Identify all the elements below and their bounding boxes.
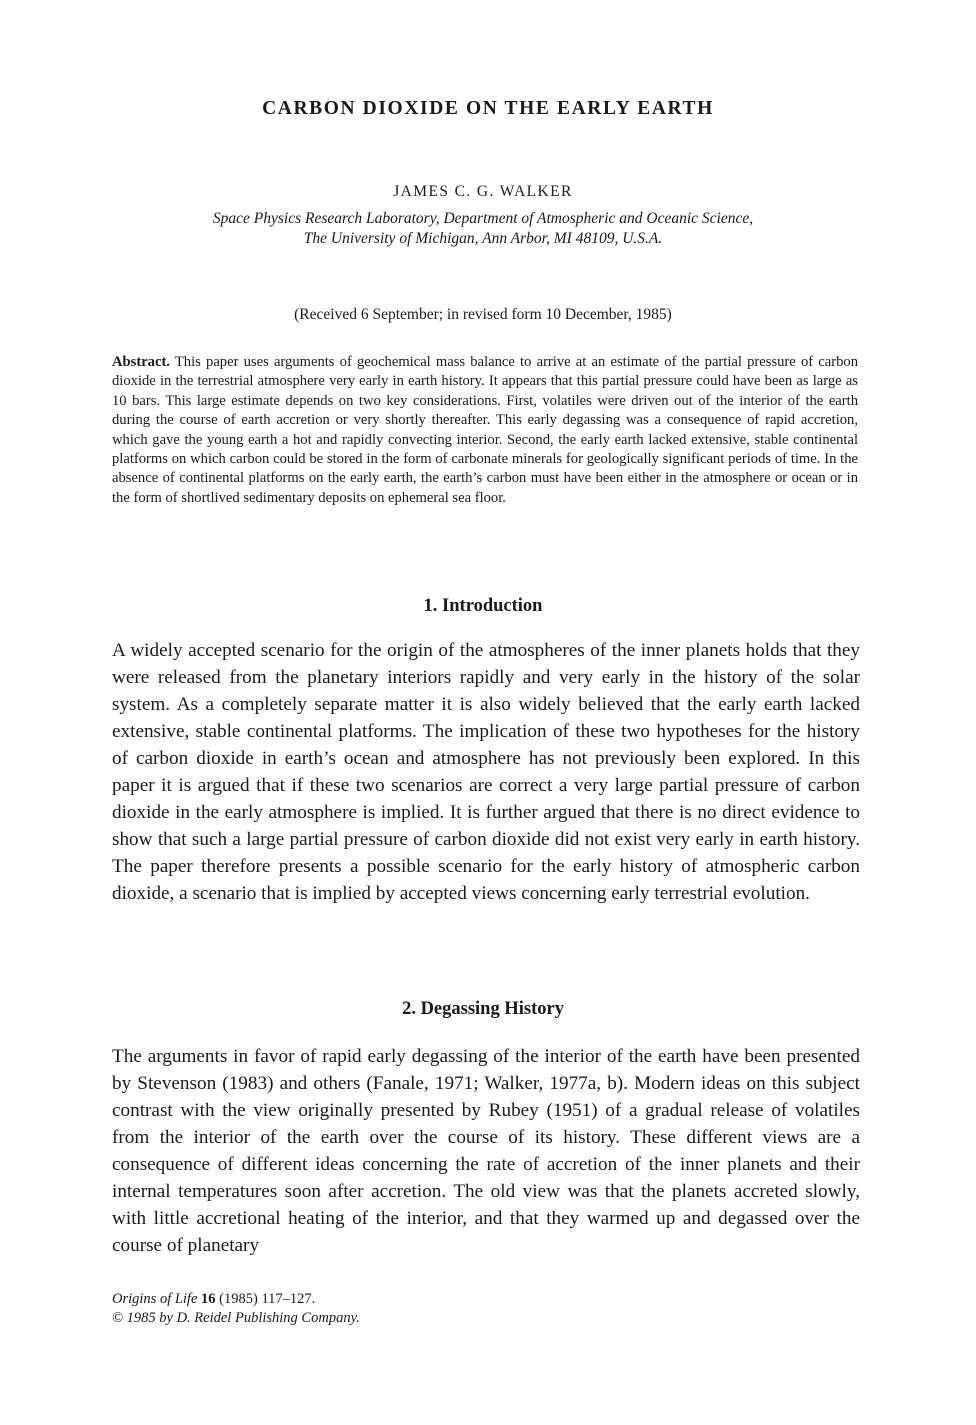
journal-pages: (1985) 117–127. bbox=[215, 1291, 316, 1307]
section-body-degassing-history: The arguments in favor of rapid early degassing of the interior of the earth have been presented by Stevenson (1983) and others (Fanale, 1971; Walker, 1977a, b). Modern ideas on this subject contrast with the view originally presented by Rubey (1951) of a gradual release of volatiles from the interior of the earth over the course of its history. These different views are a consequence of different ideas concerning the rate of accretion of the inner planets and their internal temperatures soon after accretion. The old view was that the planets accreted slowly, with little accretional heating of the interior, and that they warmed up and degassed over the course of planetary bbox=[112, 1046, 860, 1256]
author-name: JAMES C. G. WALKER bbox=[393, 183, 573, 200]
copyright-notice: © 1985 by D. Reidel Publishing Company. bbox=[112, 1310, 360, 1326]
received-dates: (Received 6 September; in revised form 10 December, 1985) bbox=[294, 306, 672, 323]
abstract bbox=[112, 353, 858, 508]
section-heading-introduction: 1. Introduction bbox=[423, 596, 543, 616]
author-affiliation bbox=[0, 209, 966, 249]
journal-citation bbox=[112, 1290, 612, 1309]
abstract-text: This paper uses arguments of geochemical mass balance to arrive at an estimate of the partial pressure of carbon dioxide in the terrestrial atmosphere very early in earth history. It appears that this partial pressure could have been as large as 10 bars. This large estimate depends on two key considerations. First, volatiles were driven out of the interior of the earth during the course of earth accretion or very shortly thereafter. This early degassing was a consequence of rapid accretion, which gave the young earth a hot and rapidly convecting interior. Second, the early earth lacked extensive, stable continental platforms on which carbon could be stored in the form of carbonate minerals for geologically significant periods of time. In the absence of continental platforms on the early earth, the earth’s carbon must have been either in the atmosphere or ocean or in the form of shortlived sedimentary deposits on ephemeral sea floor. bbox=[112, 354, 858, 506]
abstract-label: Abstract. bbox=[112, 354, 170, 370]
paper-title: CARBON DIOXIDE ON THE EARLY EARTH bbox=[262, 98, 714, 119]
section-body-introduction: A widely accepted scenario for the origin of the atmospheres of the inner planets holds that they were released from the planetary interiors rapidly and very early in the history of the solar system. As a completely separate matter it is also widely believed that the early earth lacked extensive, stable continental platforms. The implication of these two hypotheses for the history of carbon dioxide in earth’s ocean and atmosphere has not previously been explored. In this paper it is argued that if these two scenarios are correct a very large partial pressure of carbon dioxide in the early atmosphere is implied. It is further argued that there is no direct evidence to show that such a large partial pressure of carbon dioxide did not exist very early in earth history. The paper therefore presents a possible scenario for the early history of atmospheric carbon dioxide, a scenario that is implied by accepted views concerning early terrestrial evolution. bbox=[112, 640, 860, 904]
journal-volume: 16 bbox=[201, 1291, 216, 1307]
section-heading-degassing-history: 2. Degassing History bbox=[402, 999, 564, 1019]
affiliation-line-2: The University of Michigan, Ann Arbor, MI 48109, U.S.A. bbox=[303, 230, 663, 247]
page-footer bbox=[112, 1290, 612, 1328]
affiliation-line-1: Space Physics Research Laboratory, Department of Atmospheric and Oceanic Science, bbox=[212, 210, 754, 227]
journal-name: Origins of Life bbox=[112, 1291, 198, 1307]
